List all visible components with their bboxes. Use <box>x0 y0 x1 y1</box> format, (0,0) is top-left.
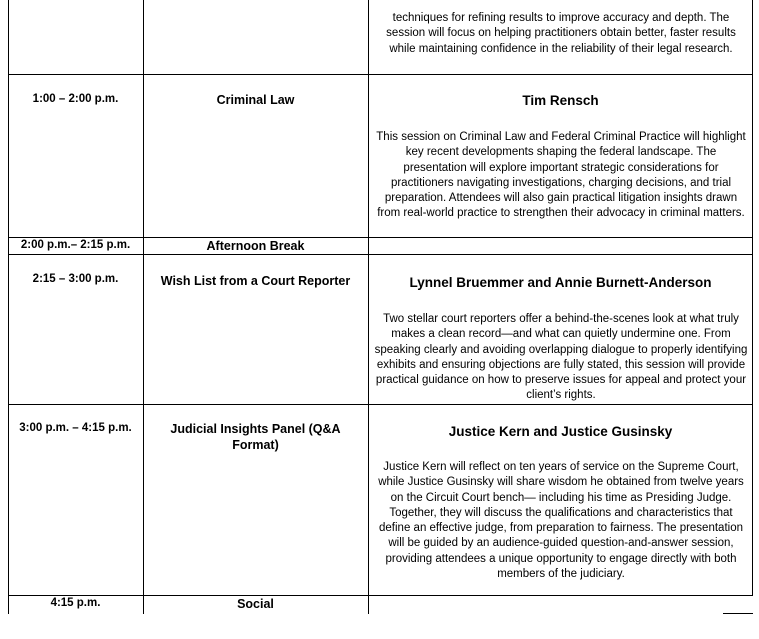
session-description: This session on Criminal Law and Federal Criminal Practice will highlight key recent developments shaping the federal landscape. The presentation will explore important strategic considerations for practitioners navigating investigations, charging decisions, and trial preparation. Attendees will also gain practical litigation insights drawn from real-world practice to strengthen their advocacy in criminal matters. <box>376 131 746 220</box>
session-time: 3:00 p.m. – 4:15 p.m. <box>19 422 132 434</box>
session-topic: Criminal Law <box>216 93 295 107</box>
table-border-right <box>752 0 753 596</box>
row-divider-3 <box>8 254 753 255</box>
row-divider-6-right <box>723 613 753 614</box>
session-speaker: Justice Kern and Justice Gusinsky <box>448 424 673 439</box>
session-topic: Afternoon Break <box>206 239 305 253</box>
session-topic: Wish List from a Court Reporter <box>160 274 351 288</box>
session-topic: Social <box>237 597 274 611</box>
session-description: Justice Kern will reflect on ten years of service on the Supreme Court, while Justice Gusinsky will share wisdom he obtained from twelve years on the Circuit Court bench— including his time as Presiding Judge. Together, they will discuss the qualifications and characteristics that define an effective judge, from preparation to fairness. The presentation will be guided by an audience-guided question-and-answer session, providing attendees a unique opportunity to engage directly with both members of the judiciary. <box>378 461 744 581</box>
session-speaker: Tim Rensch <box>522 93 599 108</box>
session-time: 4:15 p.m. <box>50 597 101 609</box>
session-topic: Judicial Insights Panel (Q&A Format) <box>170 422 341 452</box>
session-description-continued: techniques for refining results to improve accuracy and depth. The session will focus on helping practitioners obtain better, faster results while maintaining confidence in the reliability of their legal research. <box>386 12 736 55</box>
row-divider-4 <box>8 404 753 405</box>
session-description: Two stellar court reporters offer a behind-the-scenes look at what truly makes a clean record—and what can quietly undermine one. From speaking clearly and avoiding overlapping dialogue to properly identifying exhibits and ensuring objections are fully stated, this session will provide practical guidance on how to preserve issues for appeal and protect your client’s rights. <box>374 313 748 402</box>
session-time: 1:00 – 2:00 p.m. <box>32 93 119 105</box>
session-time: 2:00 p.m.– 2:15 p.m. <box>20 239 131 251</box>
session-speaker: Lynnel Bruemmer and Annie Burnett-Anderson <box>409 275 712 290</box>
row-divider-1 <box>8 74 753 75</box>
session-time: 2:15 – 3:00 p.m. <box>32 273 119 285</box>
